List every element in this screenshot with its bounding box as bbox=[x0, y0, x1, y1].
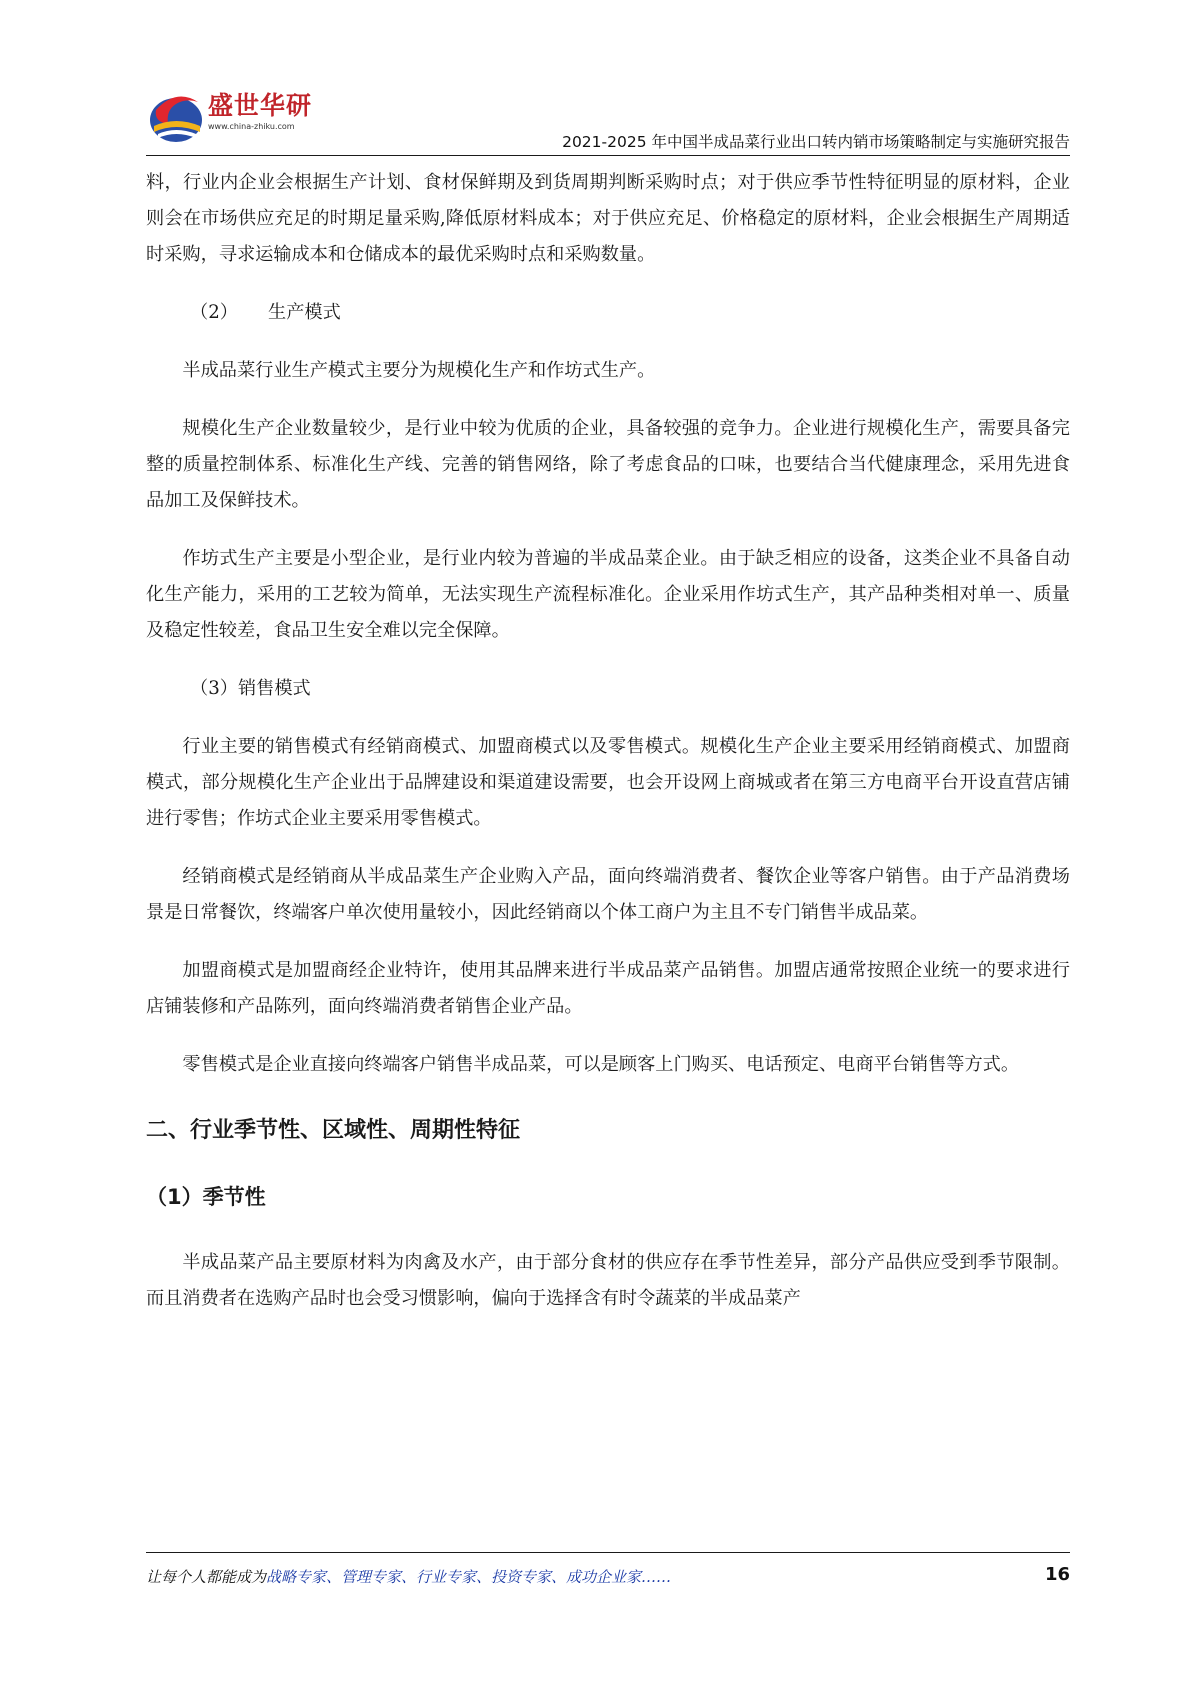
header-divider bbox=[146, 155, 1070, 156]
brand-url: www.china-zhiku.com bbox=[208, 122, 295, 131]
page-number: 16 bbox=[1044, 1564, 1070, 1585]
subheading-label: 生产模式 bbox=[268, 302, 341, 323]
paragraph: 半成品菜产品主要原材料为肉禽及水产，由于部分食材的供应存在季节性差异，部分产品供应受到季节限制。而且消费者在选购产品时也会受习惯影响，偏向于选择含有时令蔬菜的半成品菜产 bbox=[146, 1252, 1070, 1309]
report-title: 2021-2025 年中国半成品菜行业出口转内销市场策略制定与实施研究报告 bbox=[562, 133, 1070, 151]
footer-slogan bbox=[146, 1566, 671, 1587]
subheading-number: （2） bbox=[190, 302, 238, 323]
paragraph: 经销商模式是经销商从半成品菜生产企业购入产品，面向终端消费者、餐饮企业等客户销售。由于产品消费场景是日常餐饮，终端客户单次使用量较小，因此经销商以个体工商户为主且不专门销售半成品菜。 bbox=[146, 866, 1070, 923]
subsection-heading: （1）季节性 bbox=[146, 1185, 266, 1209]
paragraph: 规模化生产企业数量较少，是行业中较为优质的企业，具备较强的竞争力。企业进行规模化生产，需要具备完整的质量控制体系、标准化生产线、完善的销售网络，除了考虑食品的口味，也要结合当代健康理念，采用先进食品加工及保鲜技术。 bbox=[146, 418, 1070, 511]
page-content bbox=[146, 165, 1070, 1317]
paragraph: 零售模式是企业直接向终端客户销售半成品菜，可以是顾客上门购买、电话预定、电商平台销售等方式。 bbox=[182, 1054, 1020, 1075]
footer-lead: 让每个人都能成为 bbox=[146, 1568, 267, 1586]
brand-name: 盛世华研 bbox=[208, 91, 313, 120]
paragraph: 料，行业内企业会根据生产计划、食材保鲜期及到货周期判断采购时点；对于供应季节性特征明显的原材料，企业则会在市场供应充足的时期足量采购,降低原材料成本；对于供应充足、价格稳定的原材料，企业会根据生产周期适时采购，寻求运输成本和仓储成本的最优采购时点和采购数量。 bbox=[146, 172, 1070, 265]
paragraph: 作坊式生产主要是小型企业，是行业内较为普遍的半成品菜企业。由于缺乏相应的设备，这类企业不具备自动化生产能力，采用的工艺较为简单，无法实现生产流程标准化。企业采用作坊式生产，其产品种类相对单一、质量及稳定性较差，食品卫生安全难以完全保障。 bbox=[146, 548, 1070, 641]
section-heading: 二、行业季节性、区域性、周期性特征 bbox=[146, 1118, 521, 1143]
page-header bbox=[146, 70, 1070, 155]
paragraph: 行业主要的销售模式有经销商模式、加盟商模式以及零售模式。规模化生产企业主要采用经销商模式、加盟商模式，部分规模化生产企业出于品牌建设和渠道建设需要，也会开设网上商城或者在第三方电商平台开设直营店铺进行零售；作坊式企业主要采用零售模式。 bbox=[146, 736, 1070, 829]
footer-divider bbox=[146, 1552, 1070, 1553]
section-subheading: （3）销售模式 bbox=[190, 678, 311, 699]
footer-roles: 战略专家、管理专家、行业专家、投资专家、成功企业家…… bbox=[266, 1568, 672, 1586]
paragraph: 半成品菜行业生产模式主要分为规模化生产和作坊式生产。 bbox=[182, 360, 656, 381]
paragraph: 加盟商模式是加盟商经企业特许，使用其品牌来进行半成品菜产品销售。加盟店通常按照企业统一的要求进行店铺装修和产品陈列，面向终端消费者销售企业产品。 bbox=[146, 960, 1070, 1017]
section-subheading bbox=[146, 295, 1070, 331]
